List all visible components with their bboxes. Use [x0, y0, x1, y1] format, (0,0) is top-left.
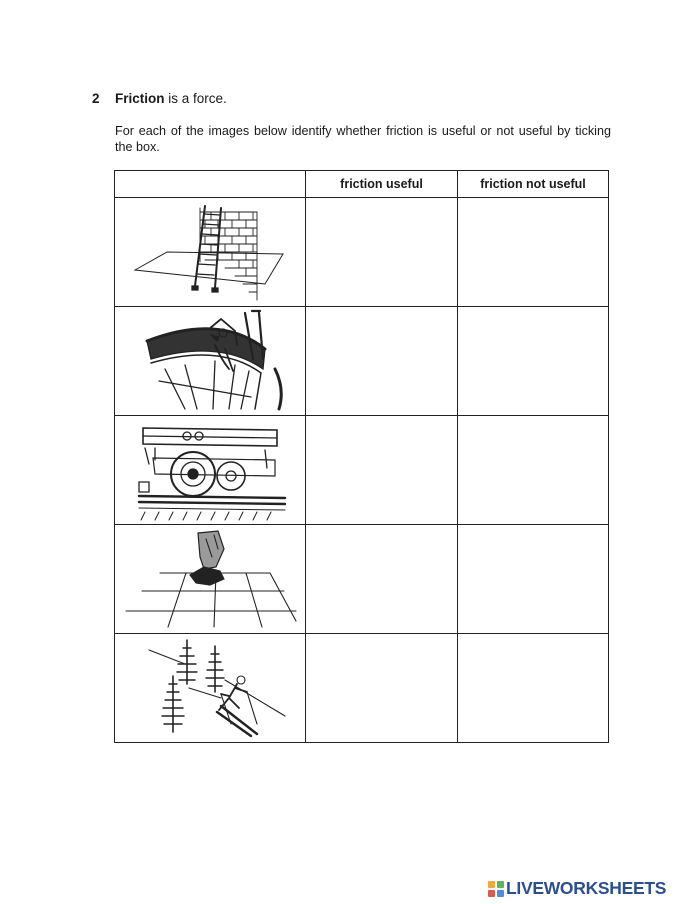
image-cell: [115, 198, 306, 307]
tick-box-useful[interactable]: [306, 198, 458, 307]
header-friction-useful: friction useful: [306, 171, 458, 198]
ladder-picture: [125, 200, 295, 304]
image-cell: [115, 307, 306, 416]
image-cell: [115, 525, 306, 634]
table-row: [115, 634, 609, 743]
table-row: [115, 307, 609, 416]
question-term: Friction: [115, 91, 165, 106]
liveworksheets-logo: [488, 878, 666, 899]
header-friction-not-useful: friction not useful: [458, 171, 609, 198]
header-row: [115, 171, 609, 198]
question-instruction: For each of the images below identify whether friction is useful or not useful by ticking the box.: [115, 124, 611, 154]
bicycle-brake-picture: [125, 309, 295, 413]
question-statement-rest: is a force.: [164, 91, 227, 106]
question-number: 2: [92, 91, 100, 106]
walking-foot-picture: [120, 527, 300, 631]
train-wheel-picture: [125, 418, 295, 522]
table-row: [115, 416, 609, 525]
image-cell: [115, 416, 306, 525]
liveworksheets-logo-text: LIVEWORKSHEETS: [506, 878, 667, 898]
tick-box-useful[interactable]: [306, 525, 458, 634]
tick-box-useful[interactable]: [306, 307, 458, 416]
tick-box-not-useful[interactable]: [458, 525, 609, 634]
friction-table: [114, 170, 609, 743]
tick-box-useful[interactable]: [306, 634, 458, 743]
table-row: [115, 525, 609, 634]
liveworksheets-logo-icon: [488, 881, 504, 897]
tick-box-not-useful[interactable]: [458, 634, 609, 743]
header-image: [115, 171, 306, 198]
question-statement: [92, 91, 227, 106]
tick-box-useful[interactable]: [306, 416, 458, 525]
table-row: [115, 198, 609, 307]
tick-box-not-useful[interactable]: [458, 416, 609, 525]
tick-box-not-useful[interactable]: [458, 307, 609, 416]
skier-picture: [125, 636, 295, 740]
image-cell: [115, 634, 306, 743]
tick-box-not-useful[interactable]: [458, 198, 609, 307]
